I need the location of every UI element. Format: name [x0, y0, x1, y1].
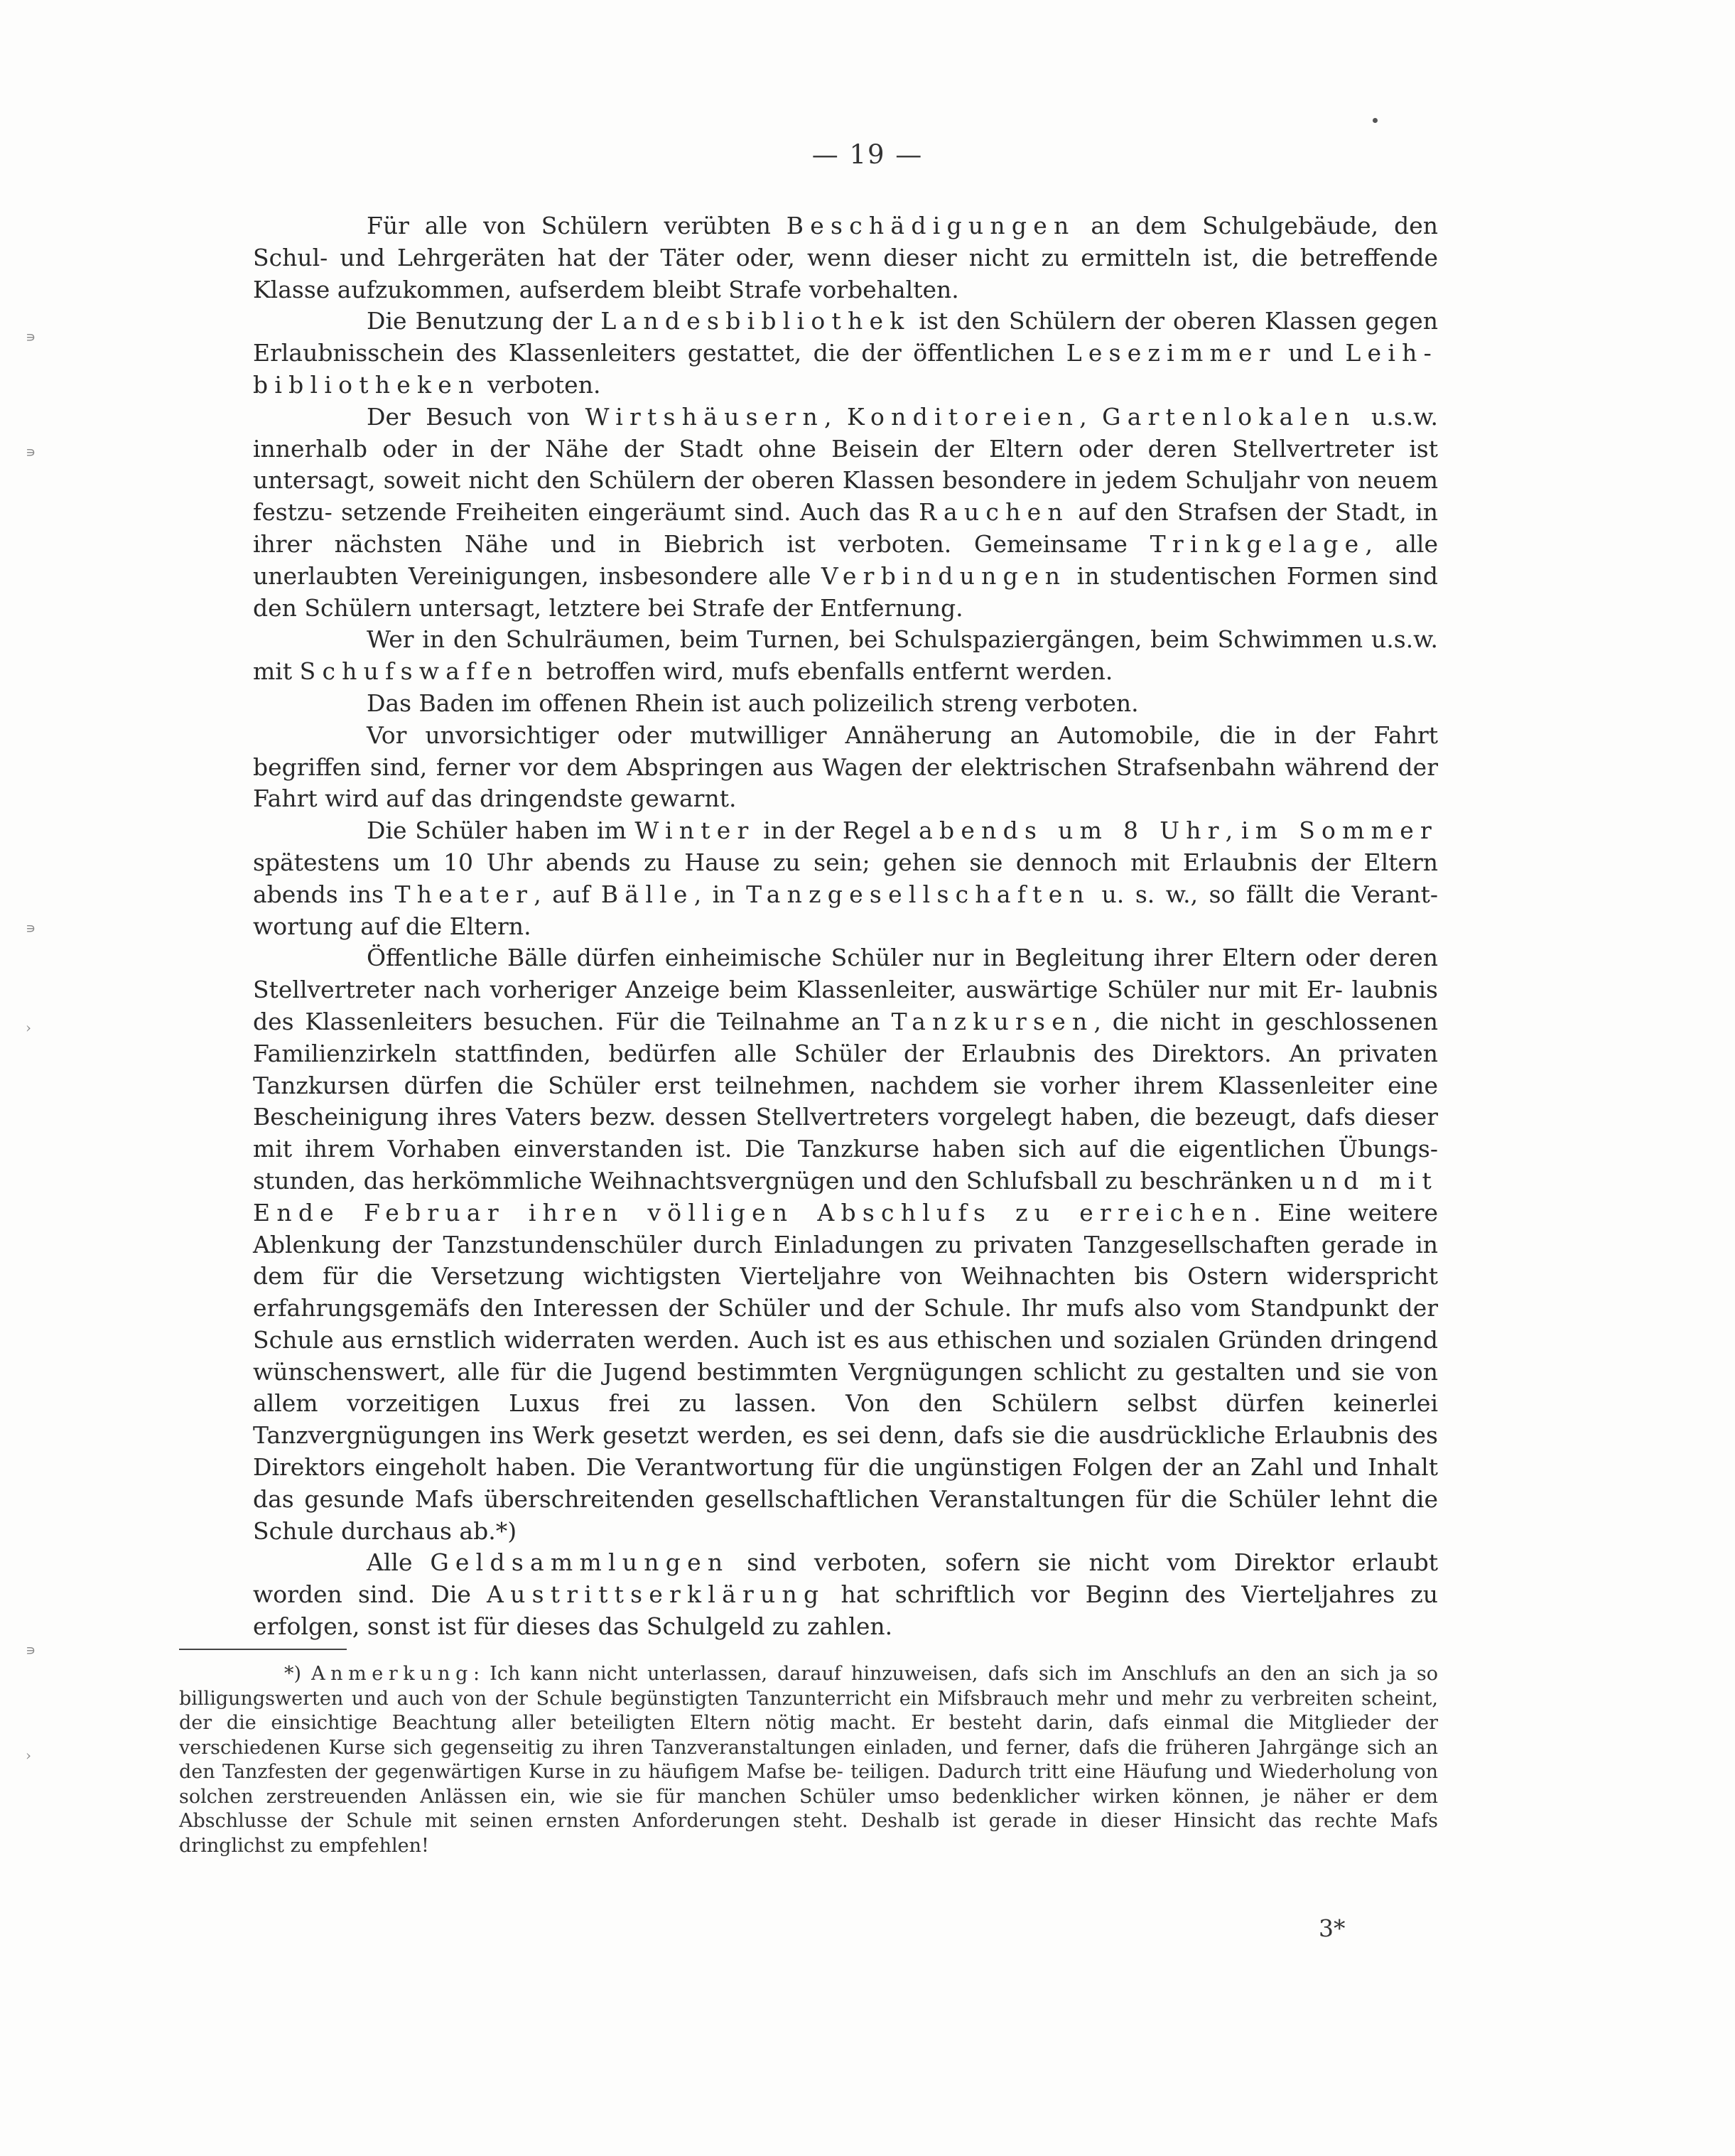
- spaced-emphasis: Bälle: [600, 880, 694, 908]
- spaced-emphasis: und mit Ende Februar ihren völligen Abschlufs zu erreichen: [253, 1166, 1438, 1227]
- text-run: in der Regel: [755, 816, 919, 845]
- text-run: Alle: [367, 1548, 431, 1577]
- spaced-emphasis: Schufswaffen: [299, 657, 539, 686]
- spaced-emphasis: Anmerkung: [311, 1663, 473, 1685]
- margin-mark: ›: [26, 1747, 31, 1764]
- text-run: sind verboten, sofern sie nicht vom Direktor erlaubt worden sind. Die: [253, 1548, 1438, 1609]
- body-text: [253, 210, 1438, 1643]
- paragraph: [253, 624, 1438, 688]
- text-run: betroffen wird, mufs ebenfalls entfernt werden.: [539, 657, 1113, 686]
- text-run: hat schriftlich vor Beginn des Vierteljahres zu erfolgen, sonst ist für dieses das Schulgeld zu zahlen.: [253, 1580, 1438, 1641]
- text-run: : Ich kann nicht unterlassen, darauf hinzuweisen, dafs sich im Anschlufs an den an sich ja so billigungswerten und auch von der Schule begünstigten Tanzunterricht ein Mifsbrauch mehr und mehr zu verbreiten scheint, der die einsichtige Beachtung aller beteiligten Eltern nötig macht. Er besteht darin, dafs einmal die Mitglieder der verschiedenen Kurse sich gegenseitig zu ihren Tanzveranstaltungen einladen, und ferner, dafs die früheren Jahrgänge sich an den Tanzfesten der gegenwärtigen Kurse in zu häufigem Mafse be- teiligen. Dadurch tritt eine Häufung und Wiederholung von solchen zerstreuenden Anlässen ein, wie sie für manchen Schüler umso bedenklicher wirken können, je näher er dem Abschlusse der Schule mit seinen ernsten Anforderungen steht. Deshalb ist gerade in dieser Hinsicht das rechte Mafs dringlichst zu empfehlen!: [179, 1663, 1438, 1857]
- text-run: *): [284, 1663, 312, 1685]
- spaced-emphasis: Trinkgelage: [1150, 529, 1366, 558]
- spaced-emphasis: Verbindungen: [821, 561, 1067, 590]
- spaced-emphasis: Beschädigungen: [786, 212, 1076, 239]
- text-run: , in: [693, 880, 747, 908]
- scan-speck: [1373, 118, 1378, 123]
- spaced-emphasis: Lesezimmer: [1066, 339, 1277, 367]
- text-run: u.s.w. innerhalb oder in der Nähe der Stadt ohne Beisein der Eltern oder deren Stellvertreter ist untersagt, soweit nicht den Schülern der oberen Klassen besondere in jedem Schuljahr von neuem festzu- setzende Freiheiten eingeräumt sind. Auch das: [253, 402, 1439, 527]
- spaced-emphasis: Winter: [634, 816, 755, 845]
- text-run: Das Baden im offenen Rhein ist auch polizeilich streng verboten.: [367, 689, 1139, 717]
- spaced-emphasis: Tanzkursen: [891, 1007, 1094, 1035]
- text-run: , die nicht in geschlossenen Familienzirkeln stattfinden, bedürfen alle Schüler der Erlaubnis des Direktors. An privaten Tanzkursen dürfen die Schüler erst teilnehmen, nachdem sie vorher ihrem Klassenleiter eine Bescheinigung ihres Vaters bezw. dessen Stellvertreters vorgelegt haben, die bezeugt, dafs dieser mit ihrem Vorhaben einverstanden ist. Die Tanzkurse haben sich auf die eigentlichen Übungs- stunden, das herkömmliche Weihnachtsvergnügen und den Schlufsball zu beschränken: [253, 1007, 1438, 1195]
- text-run: spätestens um 10 Uhr abends zu Hause zu sein; gehen sie dennoch mit Erlaubnis der Eltern abends ins: [253, 848, 1438, 908]
- footnote-text: [179, 1662, 1438, 1858]
- spaced-emphasis: Tanzgesellschaften: [746, 880, 1091, 908]
- paragraph: [253, 401, 1438, 625]
- spaced-emphasis: abends um 8 Uhr: [919, 816, 1226, 845]
- margin-mark: ∍: [26, 920, 36, 937]
- text-run: Die Benutzung der: [367, 307, 601, 335]
- signature-mark: 3*: [1319, 1914, 1346, 1942]
- text-run: u. s. w., so fällt die Verant- wortung auf die Eltern.: [253, 880, 1438, 940]
- page-number: — 19 —: [811, 139, 924, 170]
- spaced-emphasis: im Sommer: [1241, 816, 1439, 845]
- paragraph: [253, 1547, 1438, 1642]
- text-run: Wer in den Schulräumen, beim Turnen, bei Schulspaziergängen, beim Schwimmen u.s.w. mit: [253, 625, 1438, 686]
- footnote: [179, 1662, 1438, 1858]
- spaced-emphasis: Leih- bibliotheken: [253, 339, 1438, 399]
- text-run: ,: [1079, 402, 1103, 431]
- text-run: und: [1276, 339, 1346, 367]
- paragraph: [253, 815, 1438, 942]
- paragraph: [253, 688, 1438, 720]
- text-run: . Eine weitere Ablenkung der Tanzstundenschüler durch Einladungen zu privaten Tanzgesellschaften gerade in dem für die Versetzung wichtigsten Vierteljahre von Weihnachten bis Ostern widerspricht erfahrungsgemäfs den Interessen der Schüler und der Schule. Ihr mufs also vom Standpunkt der Schule aus ernstlich widerraten werden. Auch ist es aus ethischen und sozialen Gründen dringend wünschenswert, alle für die Jugend bestimmten Vergnügungen schlicht zu gestalten und sie von allem vorzeitigen Luxus frei zu lassen. Von den Schülern selbst dürfen keinerlei Tanzvergnügungen ins Werk gesetzt werden, es sei denn, dafs sie die ausdrückliche Erlaubnis des Direktors eingeholt haben. Die Verantwortung für die ungünstigen Folgen der an Zahl und Inhalt das gesunde Mafs überschreitenden gesellschaftlichen Veranstaltungen für die Schüler lehnt die Schule durchaus ab.*): [253, 1198, 1438, 1545]
- spaced-emphasis: Landesbibliothek: [600, 307, 911, 335]
- margin-mark: ∍: [26, 443, 36, 460]
- margin-mark: ∍: [26, 328, 36, 345]
- text-run: ,: [1225, 816, 1241, 845]
- text-run: ist den Schülern der oberen Klassen gegen Erlaubnisschein des Klassenleiters gestattet, die der öffentlichen: [253, 307, 1438, 367]
- spaced-emphasis: Austrittserklärung: [487, 1580, 826, 1609]
- text-run: an dem Schulgebäude, den Schul- und Lehrgeräten hat der Täter oder, wenn dieser nicht zu ermitteln ist, die betreffende Klasse aufzukommen, aufserdem bleibt Strafe vorbehalten.: [253, 212, 1438, 303]
- text-run: in studentischen Formen sind den Schülern untersagt, letztere bei Strafe der Entfernung.: [253, 561, 1438, 622]
- footnote-divider: [179, 1649, 347, 1650]
- spaced-emphasis: Geldsammlungen: [430, 1548, 730, 1577]
- text-run: Die Schüler haben im: [367, 816, 635, 845]
- text-run: Der Besuch von: [367, 402, 585, 431]
- paragraph: [253, 306, 1438, 401]
- text-run: Für alle von Schülern verübten: [367, 212, 787, 239]
- margin-mark: ›: [26, 1019, 31, 1036]
- text-run: , auf: [534, 880, 601, 908]
- spaced-emphasis: Rauchen: [919, 498, 1069, 527]
- text-run: ,: [824, 402, 847, 431]
- paragraph: [253, 720, 1438, 815]
- paragraph: [253, 210, 1438, 306]
- spaced-emphasis: Wirtshäusern: [585, 402, 825, 431]
- spaced-emphasis: Konditoreien: [846, 402, 1080, 431]
- margin-mark: ∍: [26, 1642, 36, 1659]
- text-run: verboten.: [480, 370, 601, 399]
- spaced-emphasis: Theater: [394, 880, 534, 908]
- spaced-emphasis: Gartenlokalen: [1102, 402, 1356, 431]
- text-run: Vor unvorsichtiger oder mutwilliger Annäherung an Automobile, die in der Fahrt begriffen sind, ferner vor dem Abspringen aus Wagen der elektrischen Strafsenbahn während der Fahrt wird auf das dringendste gewarnt.: [253, 721, 1438, 813]
- paragraph: [253, 942, 1438, 1547]
- text-run: Öffentliche Bälle dürfen einheimische Schüler nur in Begleitung ihrer Eltern oder deren Stellvertreter nach vorheriger Anzeige beim Klassenleiter, auswärtige Schüler nur mit Er- laubnis des Klassenleiters besuchen. Für die Teilnahme an: [253, 944, 1438, 1035]
- text-run: auf den Strafsen der Stadt, in ihrer nächsten Nähe und in Biebrich ist verboten. Gemeinsame: [253, 498, 1438, 558]
- text-run: , alle unerlaubten Vereinigungen, insbesondere alle: [253, 529, 1438, 590]
